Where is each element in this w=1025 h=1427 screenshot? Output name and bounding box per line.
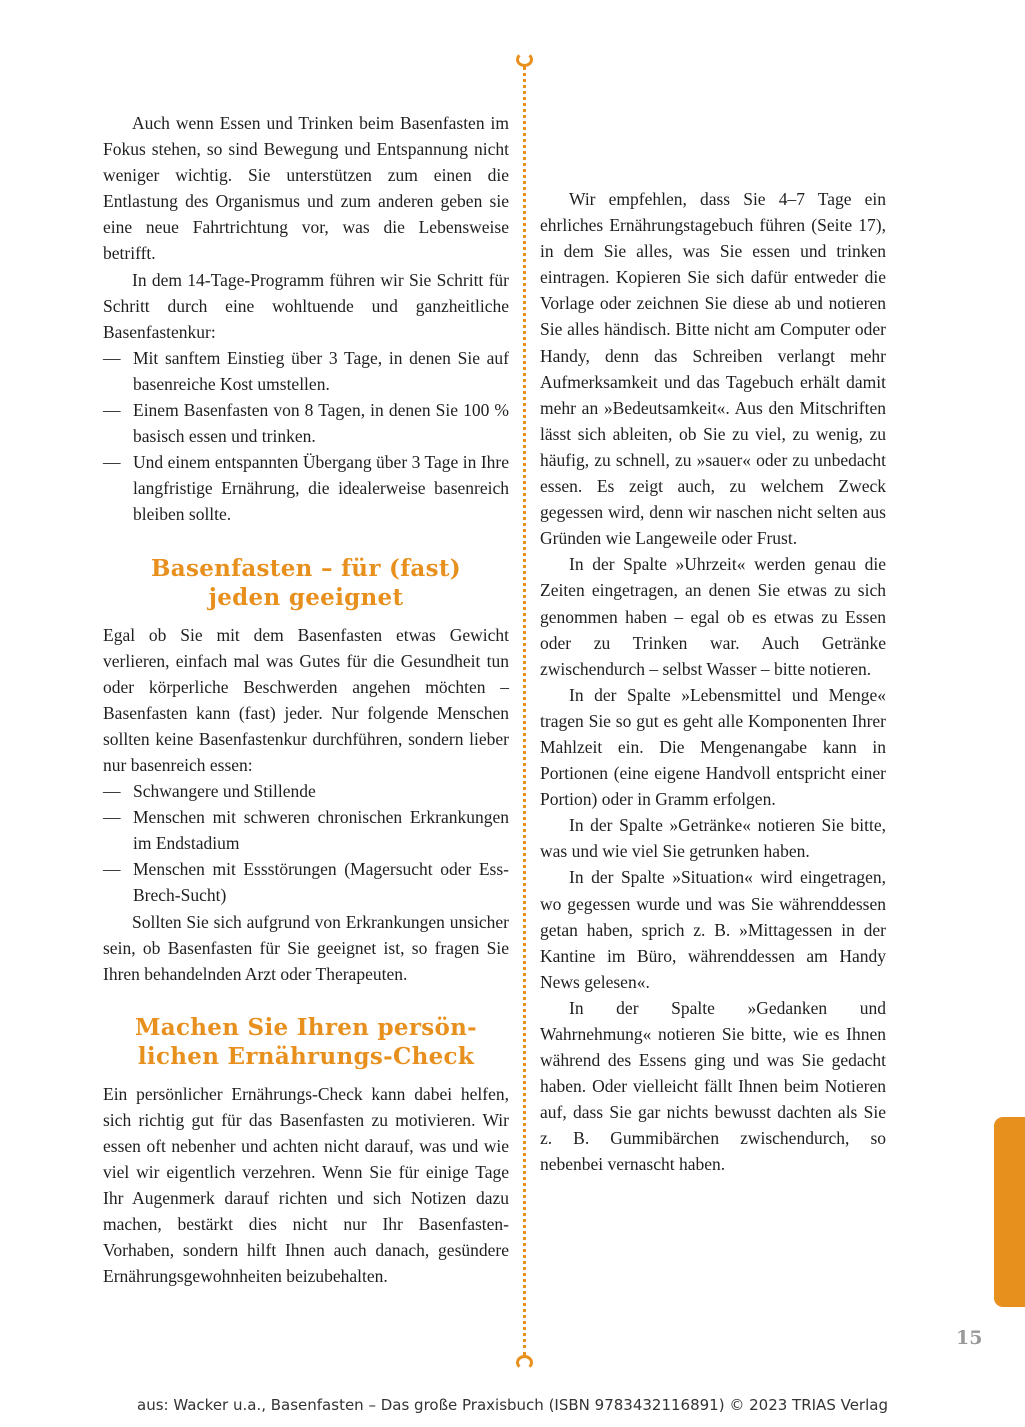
intro-paragraph: Auch wenn Essen und Trinken beim Basenfasten im Fokus stehen, so sind Bewegung und Entspannung nicht weniger wichtig. Sie unterstützen zum einen die Entlastung des Organismus und zum anderen geben sie eine neue Fahrtrichtung vor, was die Lebensweise betrifft. xyxy=(103,113,509,264)
intro-paragraph: In dem 14-Tage-Programm führen wir Sie Schritt für Schritt durch eine wohltuende und ganzheitliche Basenfastenkur: xyxy=(103,269,509,342)
body-paragraph: In der Spalte »Uhrzeit« werden genau die Zeiten eingetragen, an denen Sie etwas zu sich genommen haben – egal ob es etwas zu Essen oder zu Trinken war. Auch Getränke zwischendurch – selbst Wasser – bitte notieren. xyxy=(540,554,886,679)
section-closing: Sollten Sie sich aufgrund von Erkrankungen unsicher sein, ob Basenfasten für Sie geeignet ist, so fragen Sie Ihren behandelnden Arzt oder Therapeuten. xyxy=(103,911,509,984)
heading-line: jeden geeignet xyxy=(208,583,404,611)
section-heading-basenfasten xyxy=(103,554,509,612)
body-paragraph: In der Spalte »Lebensmittel und Menge« tragen Sie so gut es geht alle Komponenten Ihrer Mahlzeit ein. Die Mengenangabe kann in Portionen (eine eigene Handvoll entspricht einer Portion) oder in Gramm erfolgen. xyxy=(540,684,886,810)
body-paragraph: In der Spalte »Gedanken und Wahrnehmung« notieren Sie bitte, wie es Ihnen während des Essens ging und was Sie gedacht haben. Oder vielleicht fällt Ihnen beim Notieren auf, dass Sie gar nichts bewusst dachten als Sie z. B. Gummibärchen zwischendurch, so nebenbei vernascht haben. xyxy=(540,997,886,1175)
list-item: — Schwangere und Stillende xyxy=(103,778,509,804)
program-list xyxy=(103,345,509,528)
list-item: — Menschen mit Essstörungen (Magersucht oder Ess-Brech-Sucht) xyxy=(103,856,509,908)
heading-line: lichen Ernährungs-Check xyxy=(137,1042,475,1070)
left-column xyxy=(103,110,509,1290)
source-footer: aus: Wacker u.a., Basenfasten – Das große Praxisbuch (ISBN 9783432116891) © 2023 TRIAS Verlag xyxy=(137,1396,888,1414)
chapter-tab xyxy=(994,1117,1025,1307)
heading-line: Basenfasten – für (fast) xyxy=(151,554,461,582)
divider-ring-bottom xyxy=(516,1355,533,1370)
body-paragraph: In der Spalte »Situation« wird eingetragen, wo gegessen wurde und was Sie währenddessen getan haben, sprich z. B. »Mittagessen in der Kantine im Büro, währenddessen am Handy News gelesen«. xyxy=(540,867,886,992)
list-item: — Mit sanftem Einstieg über 3 Tage, in denen Sie auf basenreiche Kost umstellen. xyxy=(103,345,509,397)
body-paragraph: In der Spalte »Getränke« notieren Sie bitte, was und wie viel Sie getrunken haben. xyxy=(540,815,886,862)
column-divider xyxy=(523,66,526,1356)
right-column xyxy=(540,186,886,1178)
heading-line: Machen Sie Ihren persön- xyxy=(135,1013,477,1041)
section-paragraph: Egal ob Sie mit dem Basenfasten etwas Gewicht verlieren, einfach mal was Gutes für die Gesundheit tun oder körperliche Beschwerden angehen möchten – Basenfasten kann (fast) jeder. Nur folgende Menschen sollten keine Basenfastenkur durchführen, sondern lieber nur basenreich essen: xyxy=(103,624,509,775)
section-paragraph: Ein persönlicher Ernährungs-Check kann dabei helfen, sich richtig gut für das Basenfasten zu motivieren. Wir essen oft nebenher und achten nicht darauf, was und wie viel wir eigentlich verzehren. Wenn Sie für einige Tage Ihr Augenmerk darauf richten und sich Notizen dazu machen, bestärkt dies nicht nur Ihr Basenfasten-Vorhaben, sondern hilft Ihnen auch danach, gesündere Ernährungsgewohnheiten beizubehalten. xyxy=(103,1083,509,1287)
list-item: — Einem Basenfasten von 8 Tagen, in denen Sie 100 % basisch essen und trinken. xyxy=(103,397,509,449)
page-number: 15 xyxy=(956,1327,983,1349)
divider-ring-top xyxy=(516,52,533,67)
list-item: — Menschen mit schweren chronischen Erkrankungen im Endstadium xyxy=(103,804,509,856)
list-item: — Und einem entspannten Übergang über 3 Tage in Ihre langfristige Ernährung, die idealerweise basenreich bleiben sollte. xyxy=(103,449,509,527)
exclusion-list xyxy=(103,778,509,908)
section-heading-ernaehrungs-check xyxy=(103,1013,509,1071)
body-paragraph: Wir empfehlen, dass Sie 4–7 Tage ein ehrliches Ernährungstagebuch führen (Seite 17), in dem Sie alles, was Sie essen und trinken eintragen. Kopieren Sie sich dafür entweder die Vorlage oder zeichnen Sie diese ab und notieren Sie alles händisch. Bitte nicht am Computer oder Handy, denn das Schreiben verlangt mehr Aufmerksamkeit und das Tagebuch erhält damit mehr an »Bedeutsamkeit«. Aus den Mitschriften lässt sich ableiten, ob Sie zu viel, zu wenig, zu häufig, zu schnell, zu »sauer« oder zu unbedacht essen. Es zeigt auch, zu welchem Zweck gegessen wird, denn wir naschen nicht selten aus Gründen wie Langeweile oder Frust. xyxy=(540,189,886,549)
